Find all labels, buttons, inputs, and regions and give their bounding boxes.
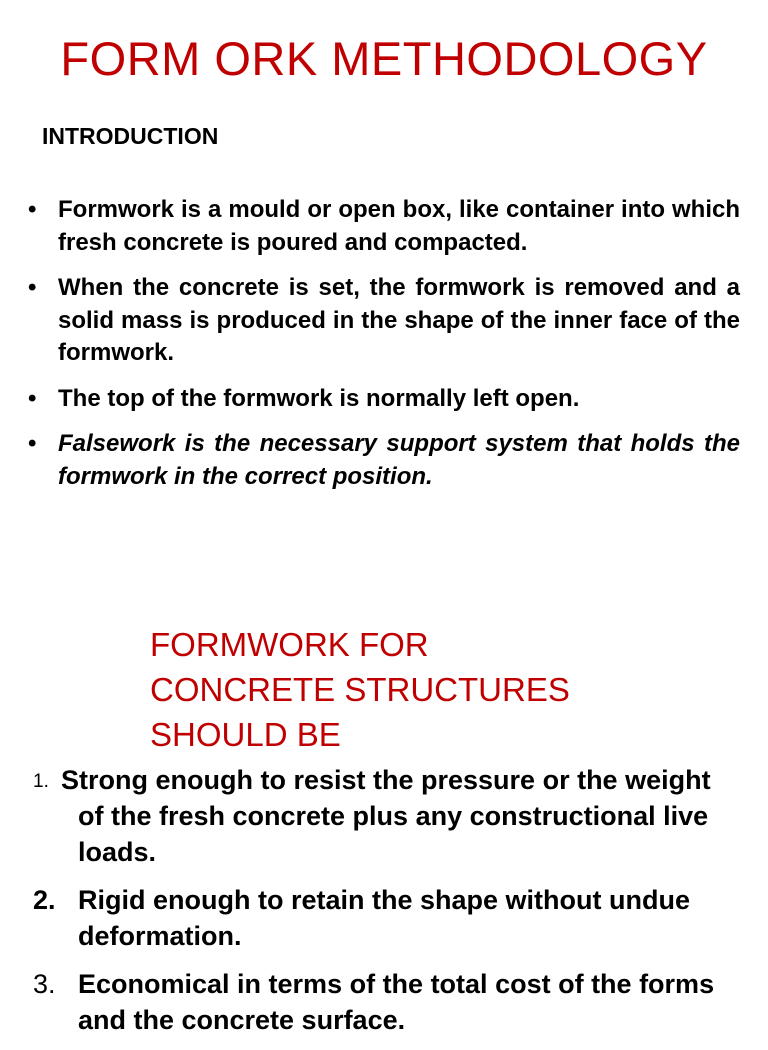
bullet-marker: • xyxy=(28,274,37,301)
requirement-number: 1. xyxy=(33,771,49,792)
bullet-text: The top of the formwork is normally left open. xyxy=(58,384,580,412)
bullet-text: When the concrete is set, the formwork is removed and a solid mass is produced in the shape of the inner face of the formwork. xyxy=(58,274,740,366)
requirement-item xyxy=(33,882,733,954)
bullet-item xyxy=(28,194,740,259)
requirement-text: Economical in terms of the total cost of the forms and the concrete surface. xyxy=(78,969,715,1035)
bullet-marker: • xyxy=(28,430,37,457)
introduction-bullet-list xyxy=(28,194,740,506)
introduction-heading: INTRODUCTION xyxy=(42,123,219,149)
requirement-text: Rigid enough to retain the shape without undue deformation. xyxy=(78,885,690,951)
bullet-marker: • xyxy=(28,384,37,412)
section-heading-line: SHOULD BE xyxy=(150,716,341,753)
section-heading-line: CONCRETE STRUCTURES xyxy=(150,671,570,708)
bullet-item xyxy=(28,428,740,493)
requirement-text xyxy=(61,765,711,867)
bullet-item xyxy=(28,272,740,370)
requirement-number: 3. xyxy=(33,969,56,999)
bullet-text: Falsework is the necessary support system that holds the formwork in the correct position. xyxy=(58,430,740,490)
requirements-list xyxy=(33,762,733,1050)
section-heading xyxy=(150,622,710,757)
section-heading-line: FORMWORK FOR xyxy=(150,626,429,663)
bullet-marker: • xyxy=(28,196,37,223)
requirement-text-content: Strong enough to resist the pressure or the weight of the fresh concrete plus any constructional live loads. xyxy=(61,765,711,867)
requirement-item xyxy=(33,966,733,1038)
page-title: FORM ORK METHODOLOGY xyxy=(60,32,708,85)
bullet-item xyxy=(28,383,740,416)
requirement-number: 2. xyxy=(33,885,56,915)
bullet-text: Formwork is a mould or open box, like container into which fresh concrete is poured and compacted. xyxy=(58,196,740,256)
requirement-item xyxy=(33,762,733,870)
